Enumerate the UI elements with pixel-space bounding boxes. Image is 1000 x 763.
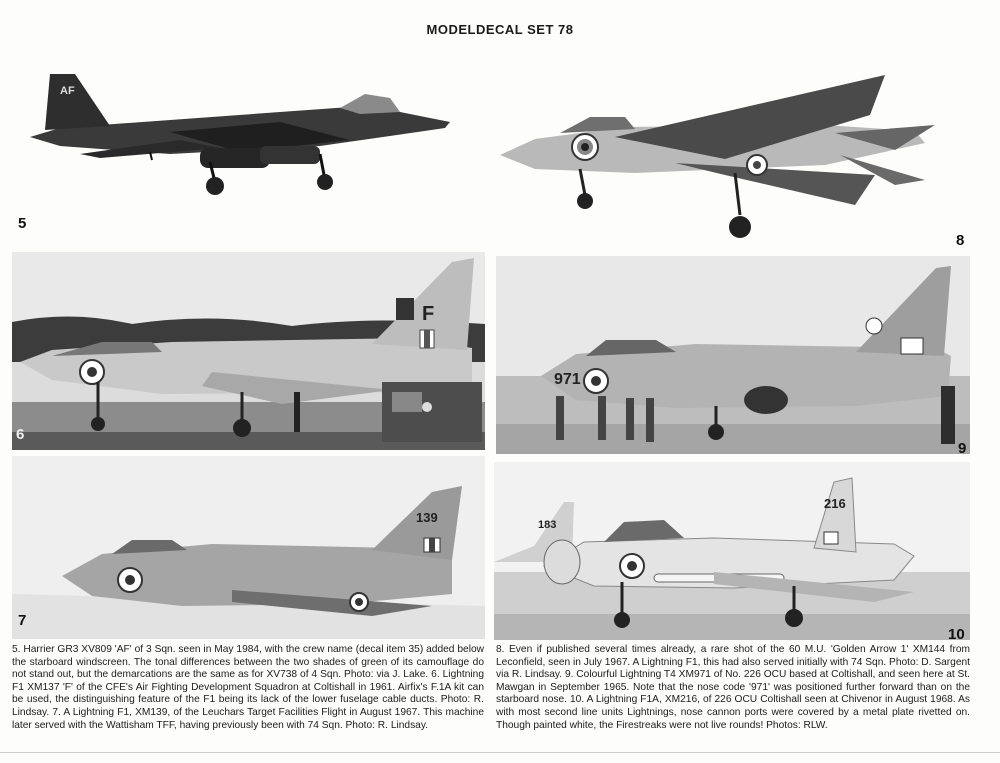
figure-number-6: 6 <box>16 426 25 443</box>
caption-left-text: 5. Harrier GR3 XV809 'AF' of 3 Sqn. seen in May 1984, with the crew name (decal item 35) added below the starboard windscreen. The tonal differences between the two shades of green of its camouflage do not stand out, but the demarcations are the same as for XV738 of 4 Sqn. Photo: via J. Lake. 6. Lightning F1 XM137 'F' of the CFE's Air Fighting Development Squadron at Coltishall in 1961. Airfix's F.1A kit can be used, the distinguishing feature of the F1 being its lack of the lower fuselage cable ducts. Photo: R. Lindsay. 7. A Lightning F1, XM139, of the Leuchars Target Facilities Flight in August 1967. This machine later served with the Wattisham TFF, having previously been with 74 Sqn. Photo: R. Lindsay. <box>12 644 484 731</box>
second-tail-code-text: 183 <box>538 519 557 531</box>
photo-7-lightning-f1 <box>12 456 485 639</box>
tail-code-text: 216 <box>824 496 846 511</box>
photo-10-lightning-f1a <box>494 462 970 640</box>
tail-code-text: F <box>422 303 435 325</box>
figure-number-8: 8 <box>956 232 965 249</box>
photo-5-harrier <box>20 62 470 212</box>
photo-9-lightning-t4 <box>496 256 970 454</box>
figure-number-7: 7 <box>18 612 27 629</box>
figure-number-5: 5 <box>18 215 27 232</box>
caption-left <box>12 644 484 732</box>
page-title: MODELDECAL SET 78 <box>426 22 574 37</box>
caption-right <box>496 644 970 732</box>
tail-code-text: AF <box>60 85 75 97</box>
nose-code-text: 971 <box>554 371 581 388</box>
figure-number-9: 9 <box>958 440 967 457</box>
tail-code-text: 139 <box>416 510 438 525</box>
photo-6-lightning-f1 <box>12 252 485 450</box>
page-bottom-rule <box>0 752 1000 753</box>
caption-right-text: 8. Even if published several times already, a rare shot of the 60 M.U. 'Golden Arrow 1' XM144 from Leconfield, seen in July 1967. A Lightning F1, this had also served initially with 74 Sqn. Photo: D. Sargent via R. Lindsay. 9. Colourful Lightning T4 XM971 of No. 226 OCU based at Coltishall, and seen here at St. Mawgan in September 1965. Note that the nose code '971' was positioned further forward than on the starboard nose. 10. A Lightning F1A, XM216, of 226 OCU Coltishall seen at Chivenor in August 1968. As with most second line units Lightnings, nose cannon ports were covered by a metal plate rivetted on. Though painted white, the Firestreaks were not live rounds! Photos: RLW. <box>496 644 971 731</box>
photo-8-lightning <box>495 55 955 245</box>
figure-number-10: 10 <box>948 626 965 643</box>
